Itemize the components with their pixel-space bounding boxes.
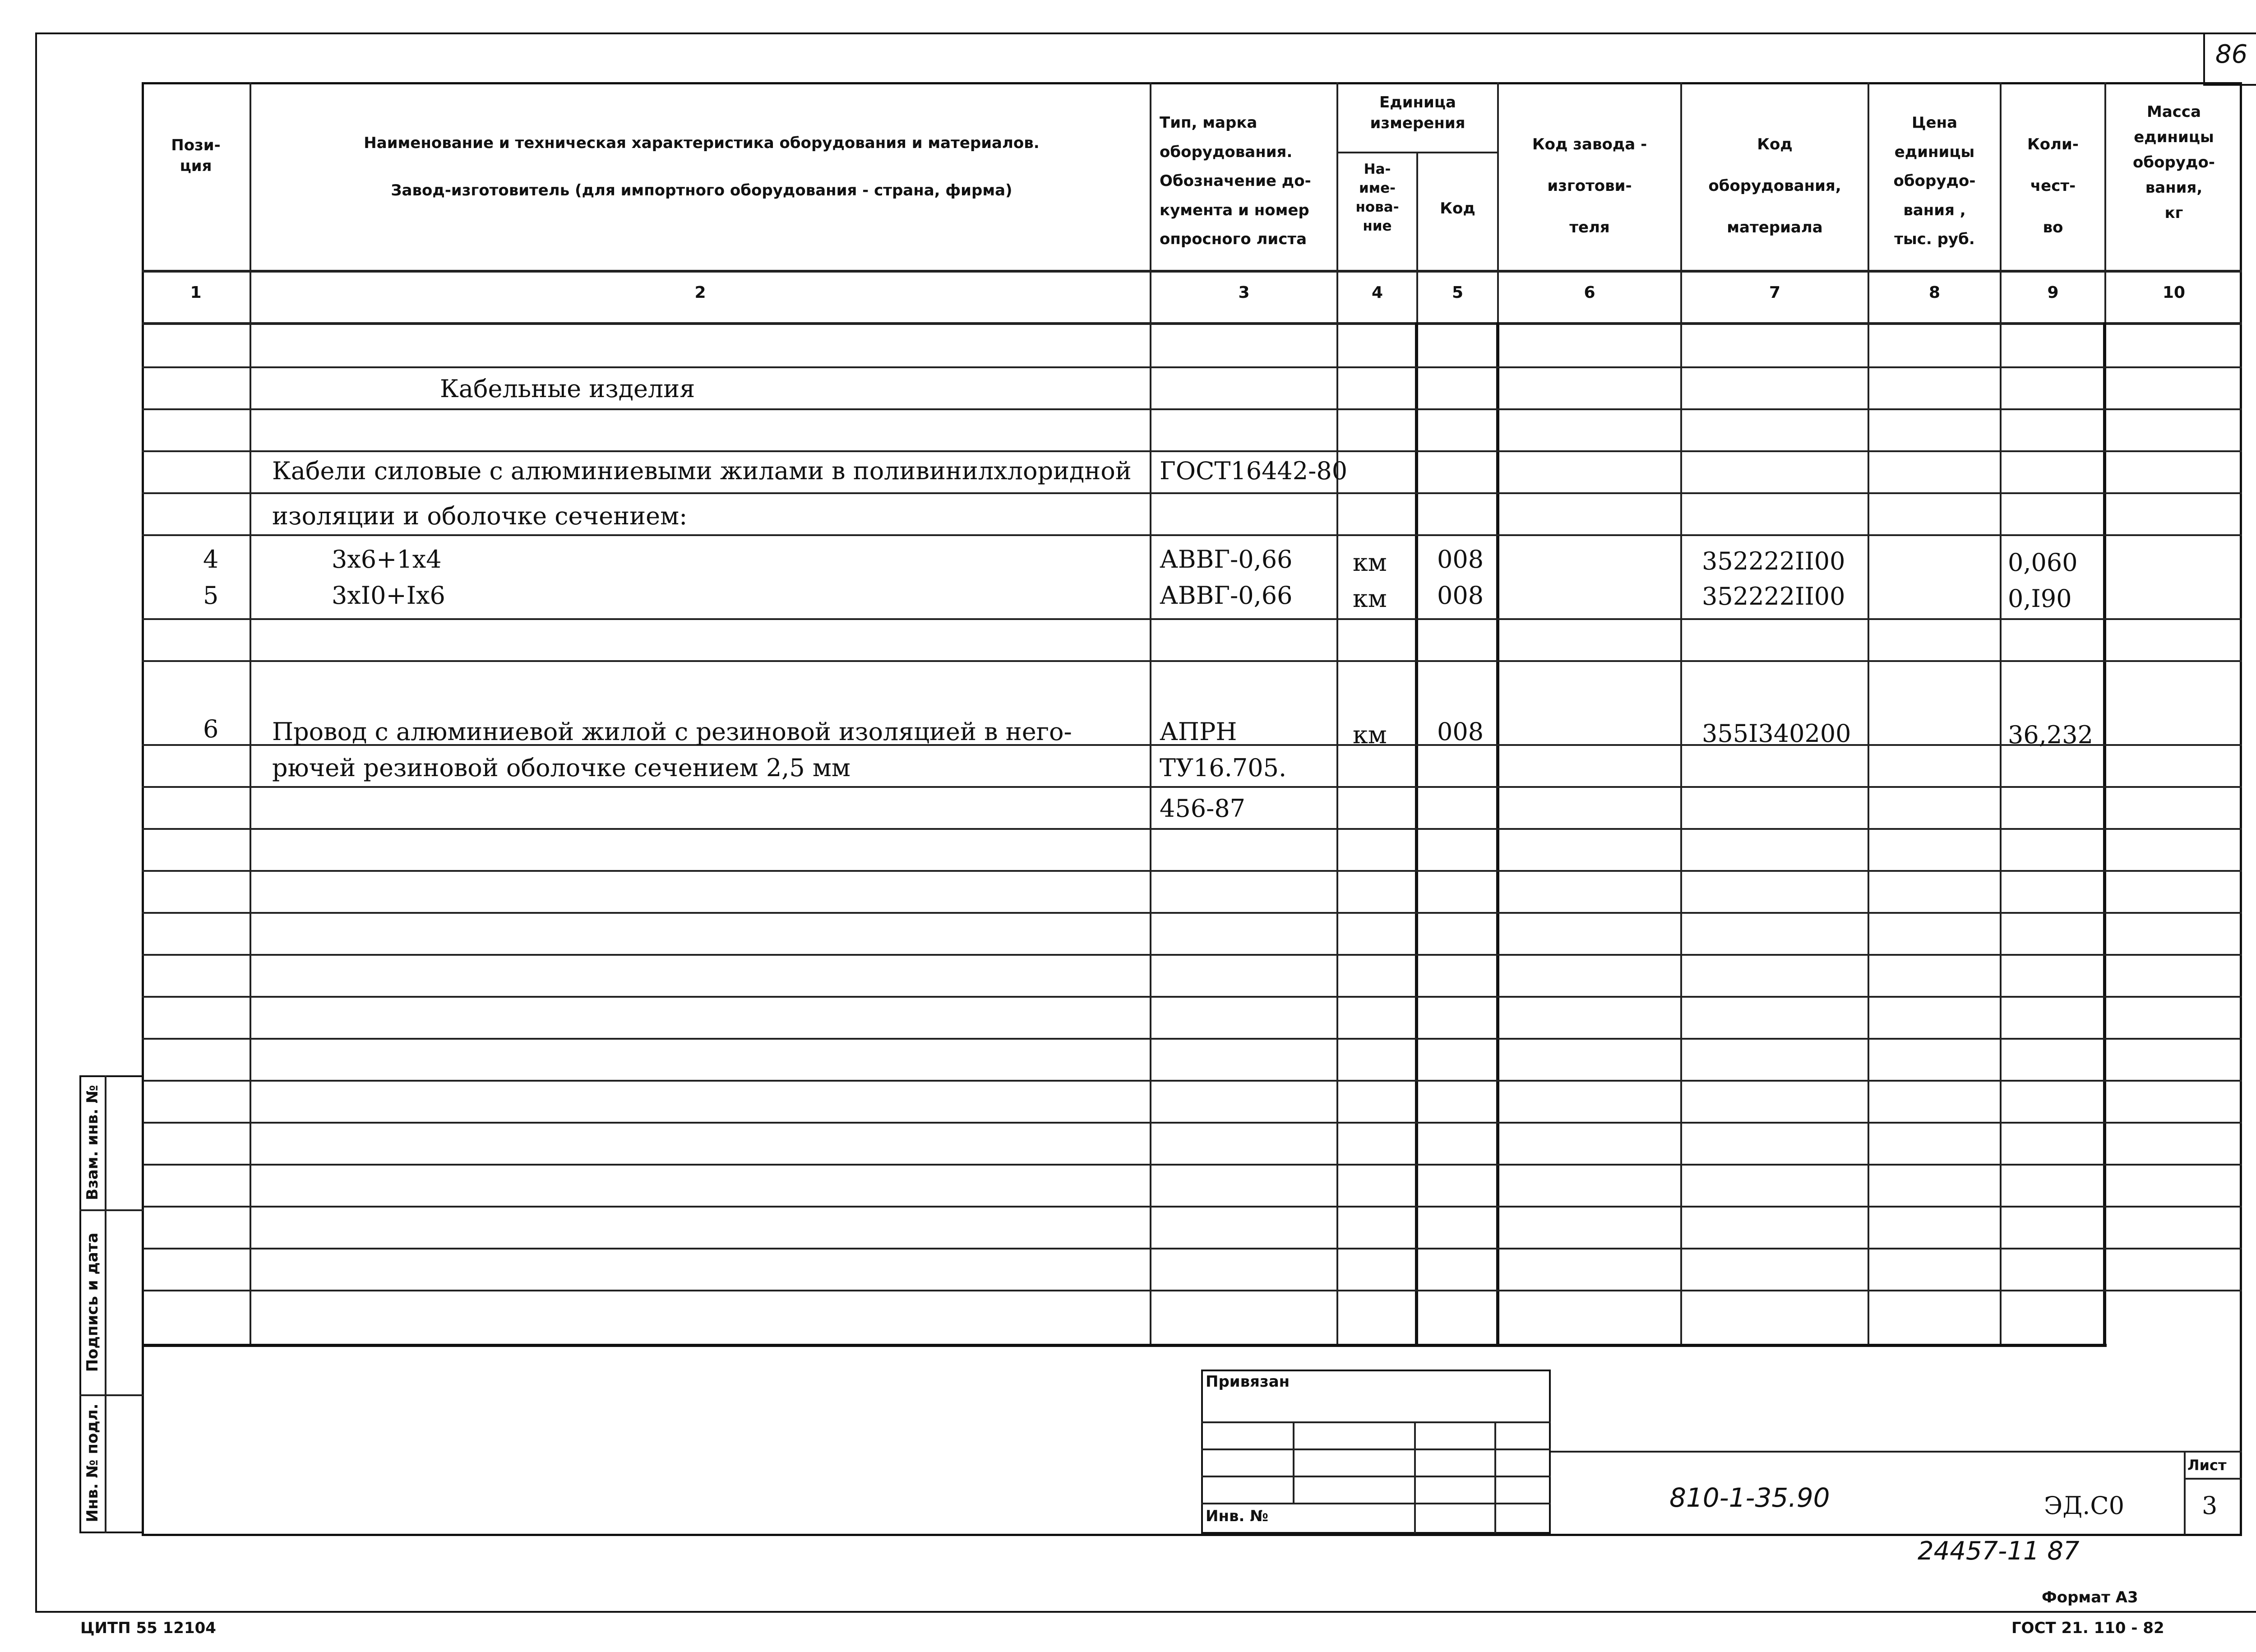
- footer-gost: ГОСТ 21. 110 - 82: [2011, 1619, 2164, 1637]
- col-line-2: [1150, 82, 1151, 1346]
- item6-type-line3: 456-87: [1160, 794, 1246, 823]
- body-bottom-thick: [142, 1344, 2107, 1347]
- side-stamp-line1: [79, 1209, 143, 1211]
- header-col6-factory-code: Код завода - изготови- теля: [1532, 135, 1647, 236]
- item5-unit-code: 008: [1437, 581, 1484, 610]
- item6-position: 6: [203, 715, 219, 743]
- colnum-9: 9: [2047, 283, 2059, 302]
- item6-name-line1: Провод с алюминиевой жилой с резиновой изоляцией в него-: [272, 717, 1072, 746]
- colnum-2: 2: [694, 283, 706, 302]
- section-title: Кабельные изделия: [440, 375, 695, 403]
- header-col5-code: Код: [1440, 199, 1475, 217]
- header-col7-material-code: Код оборудования, материала: [1708, 135, 1841, 236]
- item4-type: АВВГ-0,66: [1160, 545, 1293, 574]
- header-unit-group: Единица измерения: [1370, 93, 1465, 132]
- corner-sheet-number: 86: [2215, 40, 2248, 69]
- item4-unit-code: 008: [1437, 545, 1484, 574]
- cable-standard: ГОСТ16442-80: [1160, 457, 1348, 485]
- col-line-3: [1336, 82, 1338, 1346]
- item4-name: 3х6+1х4: [332, 545, 442, 574]
- list-number: 3: [2202, 1491, 2218, 1520]
- cable-description-line1: Кабели силовые с алюминиевыми жилами в поливинилхлоридной: [272, 457, 1132, 485]
- item6-name-line2: рючей резиновой оболочке сечением 2,5 мм: [272, 754, 851, 782]
- header-col9-quantity: Коли- чест- во: [2027, 135, 2079, 236]
- privyazan-label: Привязан: [1206, 1373, 1290, 1391]
- document-code: 810-1-35.90: [1669, 1482, 1830, 1513]
- side-stamp-podpis: Подпись и дата: [83, 1232, 102, 1372]
- header-col10-mass: Масса единицы оборудо- вания, кг: [2133, 103, 2215, 222]
- colnum-bottom-line: [142, 322, 2242, 325]
- footer-format: Формат А3: [2042, 1588, 2138, 1606]
- privyazan-line1: [1201, 1421, 1551, 1423]
- footer-left: ЦИТП 55 12104: [80, 1619, 216, 1637]
- header-bottom-line: [142, 270, 2242, 273]
- item5-position: 5: [203, 581, 219, 610]
- colnum-6: 6: [1584, 283, 1595, 302]
- header-col2-line1: Наименование и техническая характеристика оборудования и материалов.: [364, 134, 1040, 152]
- side-stamp-line2: [79, 1394, 143, 1396]
- handwritten-number: 24457-11 87: [1918, 1536, 2080, 1566]
- privyazan-col2: [1414, 1421, 1416, 1533]
- side-stamp-vzam: Взам. инв. №: [83, 1085, 102, 1200]
- list-box-left: [2184, 1451, 2186, 1534]
- inv-no-label: Инв. №: [1206, 1507, 1269, 1525]
- col-line-8: [2000, 82, 2002, 1346]
- list-label: Лист: [2187, 1457, 2227, 1474]
- header-col4-name: На- име- нова- ние: [1355, 161, 1399, 234]
- col5-right-thick: [1496, 322, 1499, 1346]
- header-col8-price: Цена единицы оборудо- вания , тыс. руб.: [1893, 114, 1976, 249]
- side-stamp-inner: [105, 1075, 106, 1533]
- item6-quantity: 36,232: [2008, 721, 2093, 749]
- colnum-4: 4: [1371, 283, 1383, 302]
- item4-material-code: 352222II00: [1702, 547, 1845, 575]
- item5-unit: км: [1353, 584, 1387, 613]
- document-mark: ЭД.С0: [2044, 1491, 2125, 1520]
- colnum-3: 3: [1238, 283, 1250, 302]
- item5-name: 3хI0+Iх6: [332, 581, 445, 610]
- item4-quantity: 0,060: [2008, 548, 2078, 577]
- colnum-5: 5: [1452, 283, 1464, 302]
- colnum-1: 1: [190, 283, 202, 302]
- item5-quantity: 0,I90: [2008, 584, 2072, 613]
- privyazan-line2: [1201, 1448, 1551, 1450]
- col-line-1: [250, 82, 251, 1346]
- colnum-10: 10: [2162, 283, 2186, 302]
- item6-material-code: 355I340200: [1702, 719, 1851, 748]
- item6-unit-code: 008: [1437, 717, 1484, 746]
- privyazan-col3: [1494, 1421, 1496, 1533]
- side-stamp-inv: Инв. № подл.: [83, 1403, 102, 1522]
- col9-right-thick: [2103, 322, 2106, 1346]
- list-box-mid: [2184, 1478, 2242, 1480]
- header-col3-type: Тип, марка оборудования. Обозначение до- кумента и номер опросного листа: [1160, 114, 1311, 249]
- col-line-6: [1680, 82, 1682, 1346]
- header-col1-position: Пози- ция: [171, 136, 221, 175]
- cable-description-line2: изоляции и оболочке сечением:: [272, 502, 688, 530]
- privyazan-col1: [1293, 1421, 1294, 1503]
- title-block-top: [1551, 1451, 2242, 1453]
- colnum-8: 8: [1928, 283, 1941, 302]
- item5-type: АВВГ-0,66: [1160, 581, 1293, 610]
- colnum-7: 7: [1769, 283, 1781, 302]
- item4-unit: км: [1353, 548, 1387, 577]
- col-line-7: [1868, 82, 1869, 1346]
- item4-position: 4: [203, 545, 219, 574]
- item6-type-line2: ТУ16.705.: [1160, 754, 1287, 782]
- item6-type-line1: АПРН: [1160, 717, 1237, 746]
- privyazan-line4: [1201, 1503, 1551, 1504]
- header-col2-line2: Завод-изготовитель (для импортного оборудования - страна, фирма): [391, 181, 1012, 199]
- privyazan-line3: [1201, 1476, 1551, 1477]
- col5-left-thick: [1415, 322, 1418, 1346]
- item6-unit: км: [1353, 721, 1387, 749]
- item5-material-code: 352222II00: [1702, 582, 1845, 611]
